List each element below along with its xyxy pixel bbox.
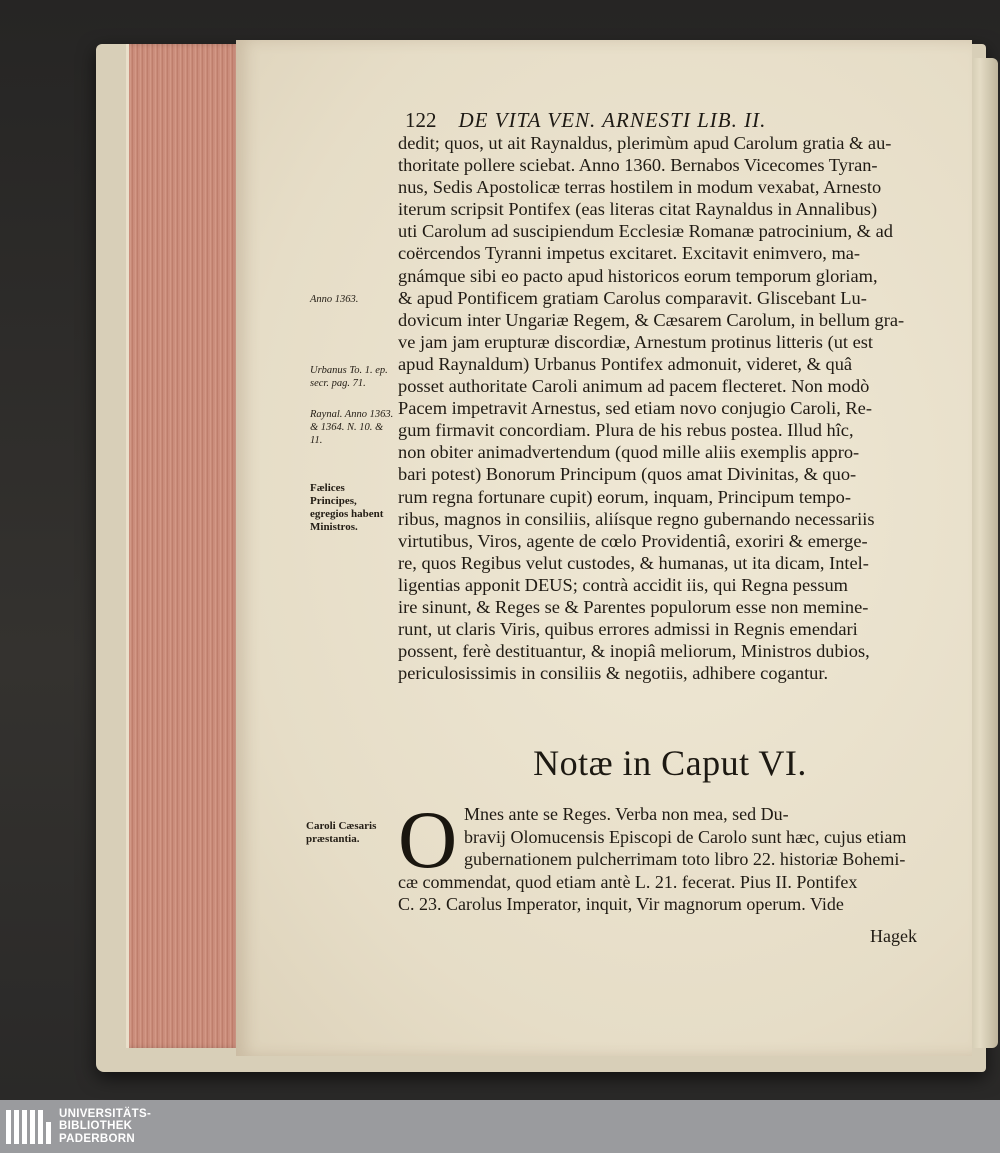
text-line: & apud Pontificem gratiam Carolus comparavit. Gliscebant Lu-: [398, 287, 867, 308]
text-line: re, quos Regibus velut custodes, & humanas, ut ita dicam, Intel-: [398, 552, 869, 573]
running-title: DE VITA VEN. ARNESTI LIB. II.: [458, 108, 767, 132]
text-line: periculosissimis in consiliis & negotiis, adhibere cogantur.: [398, 663, 829, 684]
margin-note-anno: Anno 1363.: [310, 294, 359, 305]
library-logo-icon: [6, 1110, 51, 1144]
text-line: posset authoritate Caroli animum ad pacem flecteret. Non modò: [398, 376, 870, 397]
text-line: ribus, magnos in consiliis, aliísque regno gubernando necessariis: [398, 508, 875, 529]
text-line: dedit; quos, ut ait Raynaldus, plerimùm apud Carolum gratia & au-: [398, 133, 892, 153]
text-line: uti Carolum ad suscipiendum Ecclesiæ Romanæ patrocinium, & ad: [398, 221, 893, 242]
margin-note-caroli: Caroli Cæsaris præstantia.: [306, 820, 377, 845]
section-heading: Notæ in Caput VI.: [533, 743, 807, 783]
text-line: virtutibus, Viros, agente de cœlo Providentiâ, exoriri & emerge-: [398, 530, 868, 551]
text-line: dovicum inter Ungariæ Regem, & Cæsarem Carolum, in bellum gra-: [398, 309, 905, 330]
text-line: nus, Sedis Apostolicæ terras hostilem in modum vexabat, Arnesto: [398, 177, 882, 198]
text-line: ve jam jam erupturæ discordiæ, Arnestum protinus litteris (ut est: [398, 331, 874, 352]
text-line: possent, ferè destituantur, & inopiâ meliorum, Ministros dubios,: [398, 641, 870, 662]
running-head: [405, 108, 905, 133]
text-line: Pacem impetravit Arnestus, sed etiam novo conjugio Caroli, Re-: [398, 398, 872, 419]
page-edges: [126, 44, 241, 1048]
body-text: [398, 132, 943, 684]
text-line: ligentias apponit DEUS; contrà accidit iis, qui Regna pessum: [398, 574, 848, 595]
text-line: ire sinunt, & Reges se & Parentes populorum esse non memine-: [398, 596, 869, 617]
text-line: thoritate pollere sciebat. Anno 1360. Bernabos Vicecomes Tyran-: [398, 155, 878, 176]
note-line: Mnes ante se Reges. Verba non mea, sed Du-: [464, 804, 789, 824]
text-line: rum regna fortunare cupit) eorum, inquam, Principum tempo-: [398, 486, 851, 507]
catchword: Hagek: [870, 926, 917, 946]
library-name: [59, 1108, 151, 1146]
text-line: non obiter animadvertendum (quod mille aliis exemplis appro-: [398, 442, 860, 463]
library-name-line: BIBLIOTHEK: [59, 1120, 133, 1133]
margin-note-urbanus: Urbanus To. 1. ep. secr. pag. 71.: [310, 365, 388, 389]
text-line: coërcendos Tyranni impetus excitaret. Excitavit enimvero, ma-: [398, 243, 861, 264]
page-number: 122: [405, 108, 437, 132]
note-line: bravij Olomucensis Episcopi de Carolo sunt hæc, cujus etiam: [464, 826, 907, 847]
text-line: gnámque sibi eo pacto apud historicos eorum temporum gloriam,: [398, 265, 878, 286]
text-line: bari potest) Bonorum Principum (quos amat Divinitas, & quo-: [398, 464, 857, 485]
text-line: iterum scripsit Pontifex (eas literas citat Raynaldus in Annalibus): [398, 199, 878, 220]
note-line: C. 23. Carolus Imperator, inquit, Vir magnorum operum. Vide: [398, 894, 844, 914]
drop-cap: O: [398, 794, 458, 885]
margin-note-faelices: Fælices Principes, egregios habent Ministros.: [310, 482, 384, 533]
right-page-block: [968, 58, 998, 1048]
notes-paragraph: [398, 794, 943, 916]
note-line: cæ commendat, quod etiam antè L. 21. fecerat. Pius II. Pontifex: [398, 871, 858, 892]
library-name-line: PADERBORN: [59, 1132, 135, 1145]
note-line: gubernationem pulcherrimam toto libro 22. historiæ Bohemi-: [464, 849, 906, 869]
text-line: runt, ut claris Viris, quibus errores admissi in Regnis emendari: [398, 619, 858, 640]
library-footer: [0, 1100, 1000, 1153]
margin-note-raynal: Raynal. Anno 1363. & 1364. N. 10. & 11.: [310, 409, 394, 446]
text-line: apud Raynaldum) Urbanus Pontifex admonuit, videret, & quâ: [398, 353, 853, 374]
text-line: gum firmavit concordiam. Plura de his rebus postea. Illud hîc,: [398, 420, 854, 441]
library-name-line: UNIVERSITÄTS-: [59, 1107, 152, 1120]
